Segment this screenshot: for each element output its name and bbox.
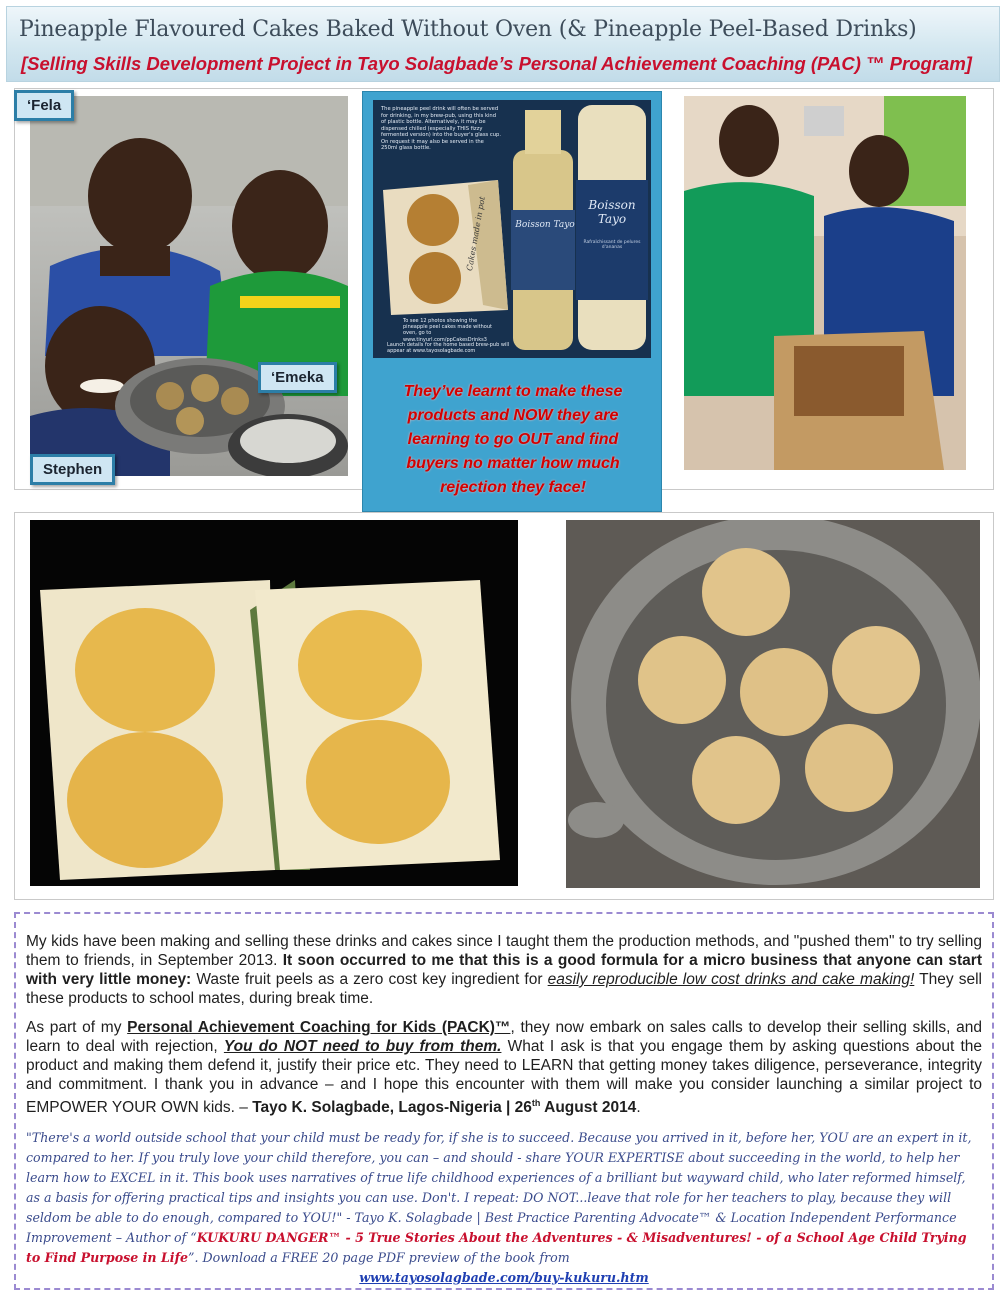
- inset-text-bottom-1: To see 12 photos showing the pineapple peel cakes made without oven, go to www.tinyurl.com/ppCakesDrinks3: [403, 318, 492, 343]
- name-fela: ‘Fela: [17, 93, 71, 118]
- name-tag-fela: [14, 90, 74, 121]
- cakes-in-pot-photo: [566, 520, 980, 888]
- kids-with-pot-photo: [30, 96, 348, 476]
- inset-text-bottom-2: Launch details for the home based brew-pub will appear at www.tayosolagbade.com: [387, 342, 510, 355]
- p1-text-e: They sell these products to school mates, during break time.: [26, 971, 982, 1007]
- date-suffix: th: [531, 1098, 541, 1108]
- inset-box-text: Cakes made in pot: [465, 195, 487, 272]
- boys-with-box-photo: [684, 96, 966, 470]
- p2-text-c: , they now embark on sales calls to develop their selling skills, and learn to deal with rejection,: [26, 1019, 982, 1055]
- quote-text: "There's a world outside school that your child must be ready for, if she is to succeed. Because you arrived in it, before her, YOU are an expert in it, compared to her. If you truly love your child therefore, you can – and should - share YOUR EXPERTISE about succeeding in the world, to help her learn how to EXCEL in it. This book uses narratives of true life childhood experiences of a brilliant but wayward child, who later reformed himself, as a basis for offering practical tips and insights you can use. Don't. I repeat: DO NOT...leave that role for her teachers to play, because they will seldom be able to do enough, compared to YOU!" - Tayo K. Solagbade | Best Practice Parenting Advocate™ & Location Independent Performance Improvement – Author of “: [26, 1130, 972, 1245]
- name-tag-stephen: [30, 454, 115, 485]
- p1-emphasis: easily reproducible low cost drinks and cake making!: [547, 971, 915, 988]
- quote-download-text: ”. Download a FREE 20 page PDF preview of the book from: [188, 1250, 570, 1265]
- book-quote: [26, 1128, 982, 1288]
- page-title: Pineapple Flavoured Cakes Baked Without Oven (& Pineapple Peel-Based Drinks): [19, 17, 917, 42]
- name-tag-emeka: [258, 362, 337, 393]
- author-signature: Tayo K. Solagbade, Lagos-Nigeria | 26: [252, 1099, 532, 1117]
- book-link[interactable]: www.tayosolagbade.com/buy-kukuru.htm: [359, 1270, 649, 1285]
- bottle-sub-2: Rafraîchissant de pelures d'ananas: [583, 240, 641, 250]
- name-emeka: ‘Emeka: [261, 365, 334, 390]
- boxed-cakes-photo: [30, 520, 518, 886]
- bottle-label-1: Boisson Tayo: [515, 220, 575, 230]
- book-title: KUKURU DANGER™ - 5 True Stories About the Adventures - & Misadventures! - of a School Age Child Trying to Find Purpose in Life: [26, 1230, 967, 1265]
- signature-date: August 2014: [540, 1099, 637, 1117]
- p1-text-c: Waste fruit peels as a zero cost key ingredient for: [191, 971, 548, 988]
- p2-text-a: As part of my: [26, 1019, 128, 1036]
- promo-panel: [362, 91, 662, 512]
- page-header: [6, 6, 1000, 82]
- p2-end: .: [636, 1099, 641, 1117]
- name-stephen: Stephen: [33, 457, 112, 482]
- paragraph-intro: [26, 932, 982, 1008]
- no-obligation-note: You do NOT need to buy from them.: [223, 1038, 502, 1055]
- product-photo: [373, 100, 651, 358]
- paragraph-pack: [26, 1018, 982, 1117]
- p1-highlight: It soon occurred to me that this is a good formula for a micro business that anyone can start with very little money:: [26, 952, 982, 988]
- promo-caption: They’ve learnt to make these products and NOW they are learning to go OUT and find buyers no matter how much rejection they face!: [403, 383, 623, 496]
- inset-text-top: The pineapple peel drink will often be served for drinking, in my brew-pub, using this kind of plastic bottle. Alternatively, it may be dispensed chilled (especially THIS fizzy fermented version) into the buyer's glass cup. On request it may also be served in the 250ml glass bottle.: [381, 106, 501, 151]
- pack-program-name: Personal Achievement Coaching for Kids (PACK)™: [127, 1019, 511, 1036]
- bottle-label-2: Boisson Tayo: [588, 198, 636, 226]
- page-subtitle: [Selling Skills Development Project in Tayo Solagbade’s Personal Achievement Coaching (PAC) ™ Program]: [21, 53, 972, 74]
- p1-text-a: My kids have been making and selling these drinks and cakes since I taught them the production methods, and "pushed them" to try selling them to friends, in September 2013.: [26, 933, 982, 969]
- p2-text-e: What I ask is that you engage them by asking questions about the product and making them defend it, justify their price etc. They need to LEARN that getting money takes diligence, perseverance, integrity and commitment. I thank you in advance – and I hope this encounter with them will make you consider launching a similar project to EMPOWER YOUR OWN kids. –: [26, 1038, 983, 1117]
